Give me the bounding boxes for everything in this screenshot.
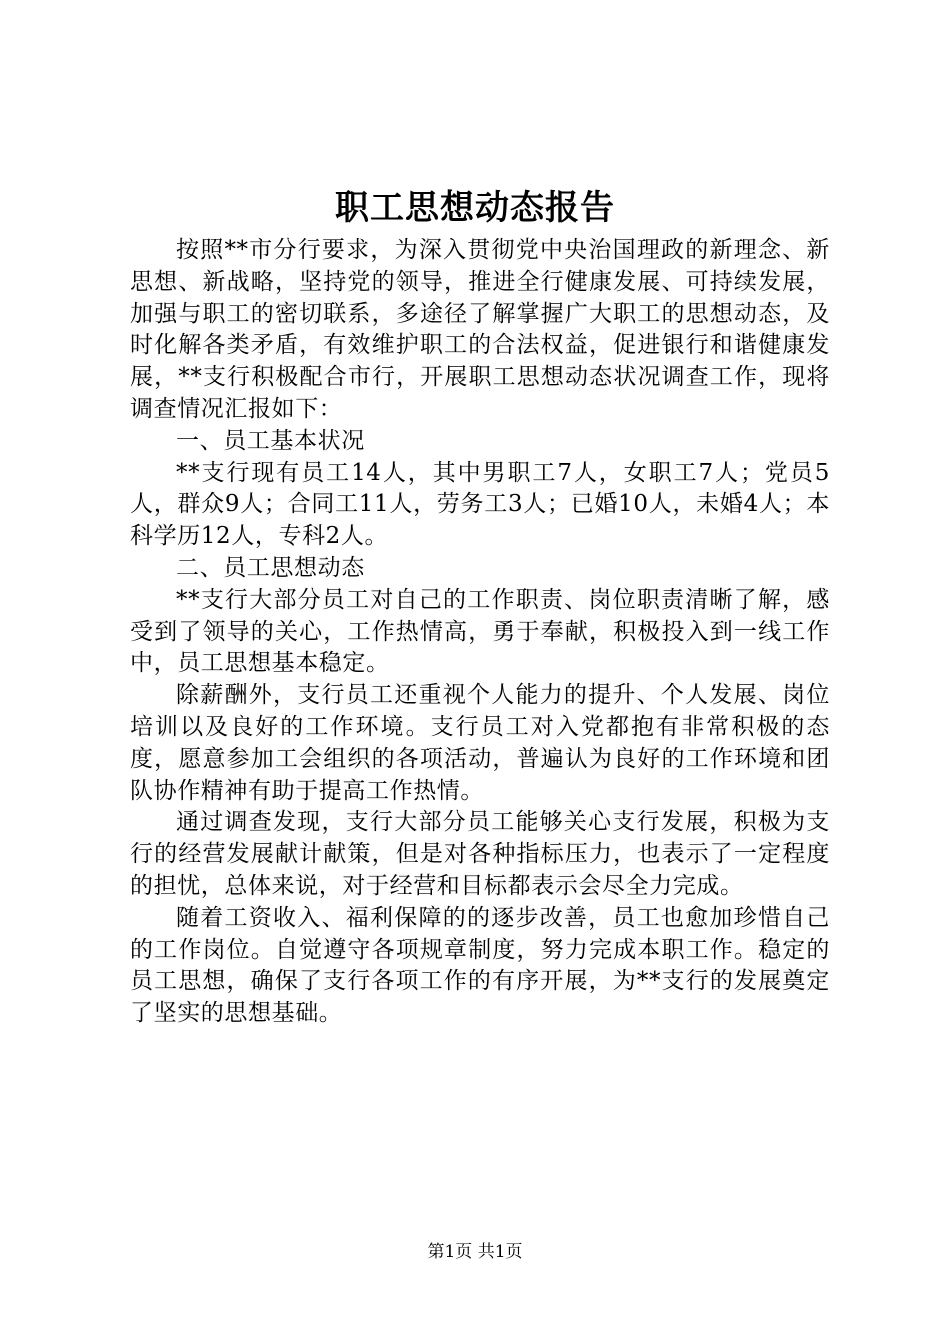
thought-paragraph-3: 通过调查发现，支行大部分员工能够关心支行发展，积极为支行的经营发展献计献策，但是对各种指标压力，也表示了一定程度的担忧，总体来说，对于经营和目标都表示会尽全力完成。	[130, 809, 830, 899]
page-footer: 第1页 共1页	[427, 1242, 523, 1262]
document-body	[130, 235, 830, 1030]
intro-paragraph: 按照**市分行要求，为深入贯彻党中央治国理政的新理念、新思想、新战略，坚持党的领导，推进全行健康发展、可持续发展，加强与职工的密切联系，多途径了解掌握广大职工的思想动态，及时化解各类矛盾，有效维护职工的合法权益，促进银行和谐健康发展，**支行积极配合市行，开展职工思想动态状况调查工作，现将调查情况汇报如下：	[130, 237, 830, 422]
thought-paragraph-4: 随着工资收入、福利保障的的逐步改善，员工也愈加珍惜自己的工作岗位。自觉遵守各项规章制度，努力完成本职工作。稳定的员工思想，确保了支行各项工作的有序开展，为**支行的发展奠定了坚实的思想基础。	[130, 904, 830, 1027]
thought-paragraph-2: 除薪酬外，支行员工还重视个人能力的提升、个人发展、岗位培训以及良好的工作环境。支行员工对入党都抱有非常积极的态度，愿意参加工会组织的各项活动，普遍认为良好的工作环境和团队协作精神有助于提高工作热情。	[130, 682, 830, 804]
section-heading-basic-status: 一、员工基本状况	[176, 427, 365, 454]
document-title: 职工思想动态报告	[335, 188, 615, 228]
section-heading-thought-dynamics: 二、员工思想动态	[176, 554, 365, 581]
thought-paragraph-1: **支行大部分员工对自己的工作职责、岗位职责清晰了解，感受到了领导的关心，工作热情高，勇于奉献，积极投入到一线工作中，员工思想基本稳定。	[130, 586, 830, 677]
staff-statistics-paragraph: **支行现有员工14人，其中男职工7人，女职工7人；党员5人，群众9人；合同工11人，劳务工3人；已婚10人，未婚4人；本科学历12人，专科2人。	[130, 459, 830, 550]
